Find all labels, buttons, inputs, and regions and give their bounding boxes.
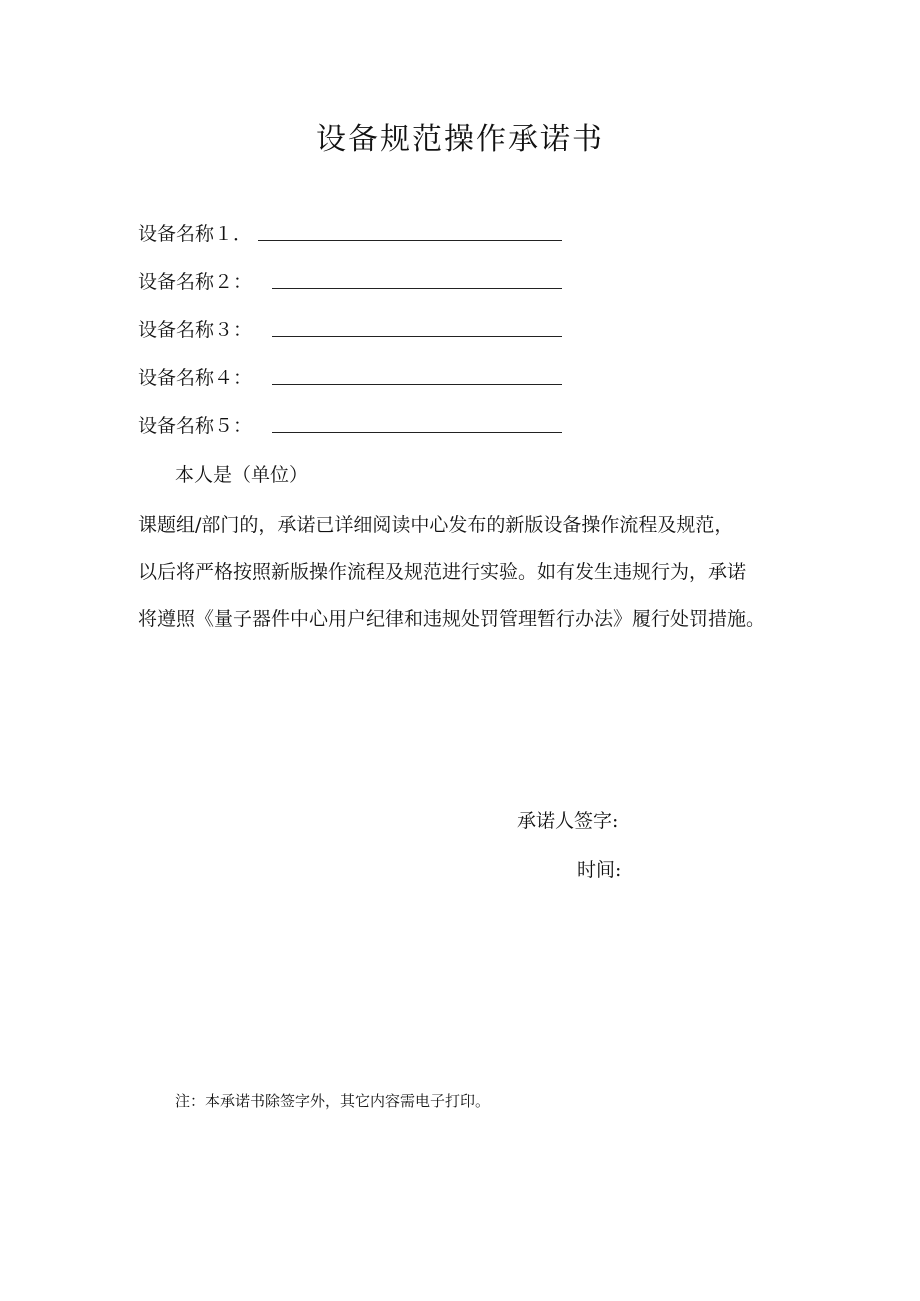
field-label: 设备名称４： [138,367,253,389]
field-label: 设备名称５： [138,415,253,437]
equipment-name-field-1 [138,219,578,249]
equipment-name-field-3 [138,315,578,345]
document-title: 设备规范操作承诺书 [316,122,604,157]
equipment-name-field-4 [138,363,578,393]
blank-line [258,240,562,241]
equipment-name-field-5 [138,411,578,441]
footnote: 注：本承诺书除签字外，其它内容需电子打印。 [175,1092,491,1110]
equipment-name-field-2 [138,267,578,297]
body-line-1: 本人是（单位） [175,464,309,486]
body-line-3: 以后将严格按照新版操作流程及规范进行实验。如有发生违规行为，承诺 [138,561,747,583]
field-label: 设备名称３： [138,319,253,341]
field-label: 设备名称２： [138,271,253,293]
blank-line [272,288,562,289]
date-label: 时间: [577,859,622,881]
body-line-4: 将遵照《量子器件中心用户纪律和违规处罚管理暂行办法》履行处罚措施。 [138,608,766,630]
blank-line [272,336,562,337]
blank-line [272,384,562,385]
signer-label: 承诺人签字: [517,810,619,832]
blank-line [272,432,562,433]
field-label: 设备名称１． [138,223,253,245]
body-line-2: 课题组/部门的，承诺已详细阅读中心发布的新版设备操作流程及规范， [138,514,734,536]
